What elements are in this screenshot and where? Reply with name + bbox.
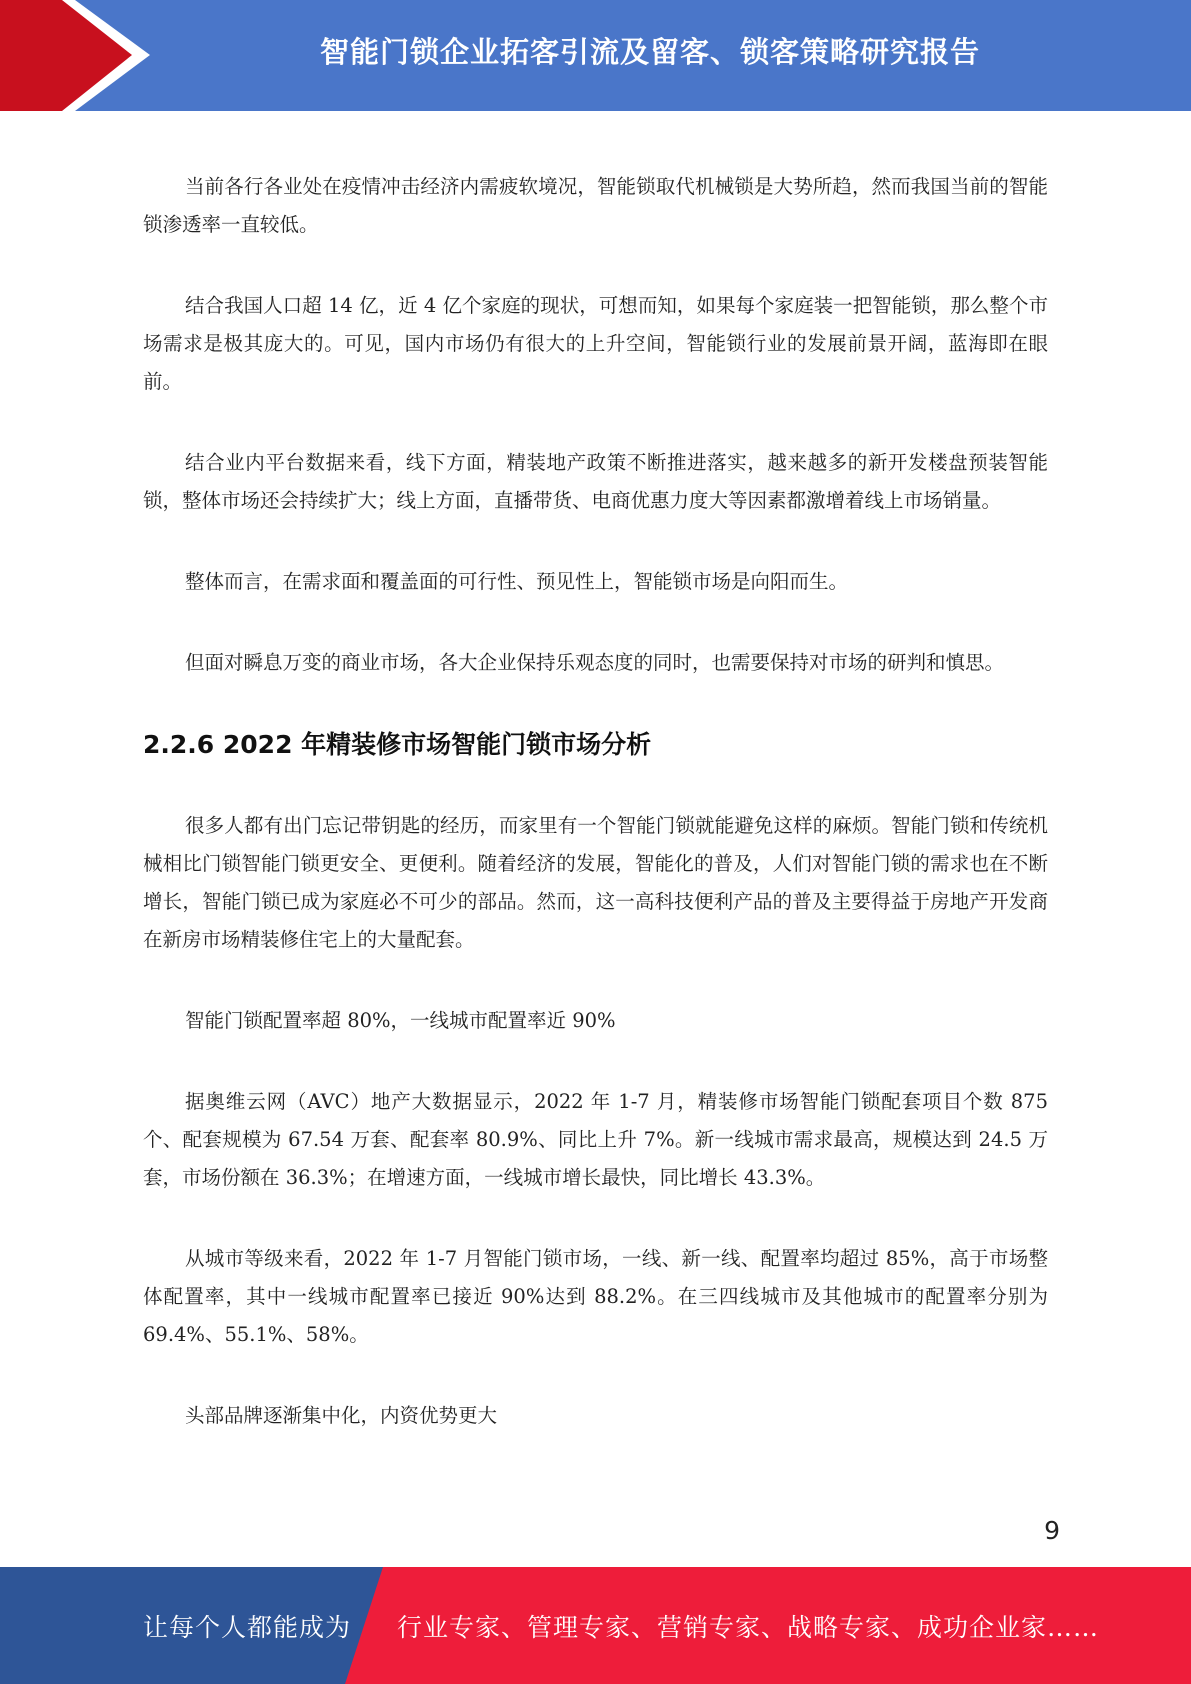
paragraph: 但面对瞬息万变的商业市场，各大企业保持乐观态度的同时，也需要保持对市场的研判和慎思。 xyxy=(185,651,1005,674)
paragraph: 据奥维云网（AVC）地产大数据显示，2022 年 1-7 月，精装修市场智能门锁配套项目个数 875 个、配套规模为 67.54 万套、配套率 80.9%、同比上升 7%。新一线城市需求最高，规模达到 24.5 万套，市场份额在 36.3%；在增速方面，一线城市增长最快，同比增长 43.3%。 xyxy=(143,1090,1048,1189)
page-footer xyxy=(0,1567,1191,1684)
footer-slogan-left: 让每个人都能成为 xyxy=(143,1612,352,1642)
footer-slogan-right: 行业专家、管理专家、营销专家、战略专家、成功企业家…… xyxy=(397,1612,1100,1642)
paragraph-subtitle: 智能门锁配置率超 80%，一线城市配置率近 90% xyxy=(185,1009,616,1032)
paragraph: 从城市等级来看，2022 年 1-7 月智能门锁市场，一线、新一线、配置率均超过 85%，高于市场整体配置率，其中一线城市配置率已接近 90%达到 88.2%。在三四线城市及其他城市的配置率分别为 69.4%、55.1%、58%。 xyxy=(143,1247,1048,1346)
page-number: 9 xyxy=(1044,1516,1060,1545)
paragraph-subtitle: 头部品牌逐渐集中化，内资优势更大 xyxy=(185,1404,498,1427)
paragraph: 很多人都有出门忘记带钥匙的经历，而家里有一个智能门锁就能避免这样的麻烦。智能门锁和传统机械相比门锁智能门锁更安全、更便利。随着经济的发展，智能化的普及，人们对智能门锁的需求也在不断增长，智能门锁已成为家庭必不可少的部品。然而，这一高科技便利产品的普及主要得益于房地产开发商在新房市场精装修住宅上的大量配套。 xyxy=(143,814,1048,951)
report-title: 智能门锁企业拓客引流及留客、锁客策略研究报告 xyxy=(319,34,980,69)
paragraph: 整体而言，在需求面和覆盖面的可行性、预见性上，智能锁市场是向阳而生。 xyxy=(185,570,849,593)
page-header xyxy=(0,0,1191,111)
paragraph: 结合我国人口超 14 亿，近 4 亿个家庭的现状，可想而知，如果每个家庭装一把智能锁，那么整个市场需求是极其庞大的。可见，国内市场仍有很大的上升空间，智能锁行业的发展前景开阔，蓝海即在眼前。 xyxy=(143,294,1048,393)
page-body xyxy=(143,168,1048,1478)
paragraph: 当前各行各业处在疫情冲击经济内需疲软境况，智能锁取代机械锁是大势所趋，然而我国当前的智能锁渗透率一直较低。 xyxy=(143,175,1048,236)
paragraph: 结合业内平台数据来看，线下方面，精装地产政策不断推进落实，越来越多的新开发楼盘预装智能锁，整体市场还会持续扩大；线上方面，直播带货、电商优惠力度大等因素都激增着线上市场销量。 xyxy=(143,451,1048,512)
section-heading: 2.2.6 2022 年精装修市场智能门锁市场分析 xyxy=(143,730,652,759)
